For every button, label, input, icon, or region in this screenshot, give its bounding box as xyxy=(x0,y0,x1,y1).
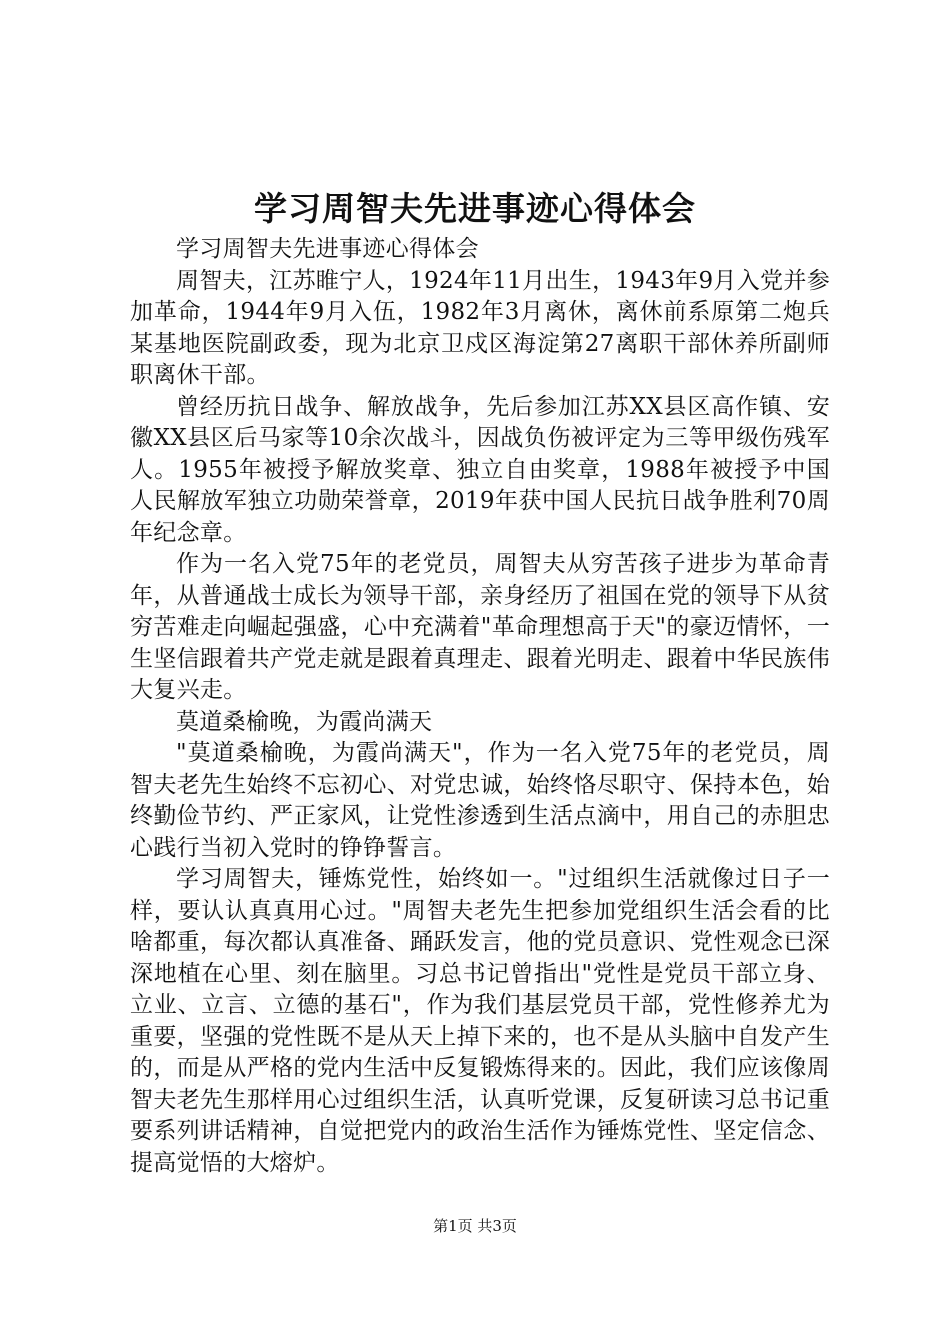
page-number: 第1页 共3页 xyxy=(433,1217,517,1235)
subtitle-paragraph: 学习周智夫先进事迹心得体会 xyxy=(176,236,479,262)
document-title: 学习周智夫先进事迹心得体会 xyxy=(254,189,696,228)
section-heading: 莫道桑榆晚，为霞尚满天 xyxy=(176,708,433,735)
body-paragraph: "莫道桑榆晚，为霞尚满天"，作为一名入党75年的老党员，周智夫老先生始终不忘初心、对党忠诚，始终恪尽职守、保持本色，始终勤俭节约、严正家风，让党性渗透到生活点滴中，用自己的赤胆忠心践行当初入党时的铮铮誓言。 xyxy=(130,740,830,861)
body-paragraph: 学习周智夫，锤炼党性，始终如一。"过组织生活就像过日子一样，要认认真真用心过。"周智夫老先生把参加党组织生活会看的比啥都重，每次都认真准备、踊跃发言，他的党员意识、党性观念已深深地植在心里、刻在脑里。习总书记曾指出"党性是党员干部立身、立业、立言、立德的基石"，作为我们基层党员干部，党性修养尤为重要，坚强的党性既不是从天上掉下来的，也不是从头脑中自发产生的，而是从严格的党内生活中反复锻炼得来的。因此，我们应该像周智夫老先生那样用心过组织生活，认真听党课，反复研读习总书记重要系列讲话精神，自觉把党内的政治生活作为锤炼党性、坚定信念、提高觉悟的大熔炉。 xyxy=(130,866,830,1176)
body-paragraph: 作为一名入党75年的老党员，周智夫从穷苦孩子进步为革命青年，从普通战士成长为领导干部，亲身经历了祖国在党的领导下从贫穷苦难走向崛起强盛，心中充满着"革命理想高于天"的豪迈情怀，一生坚信跟着共产党走就是跟着真理走、跟着光明走、跟着中华民族伟大复兴走。 xyxy=(130,551,830,703)
document-body xyxy=(130,234,830,1179)
body-paragraph: 曾经历抗日战争、解放战争，先后参加江苏XX县区高作镇、安徽XX县区后马家等10余次战斗，因战负伤被评定为三等甲级伤残军人。1955年被授予解放奖章、独立自由奖章，1988年被授予中国人民解放军独立功勋荣誉章，2019年获中国人民抗日战争胜利70周年纪念章。 xyxy=(130,393,830,546)
body-paragraph: 周智夫，江苏睢宁人，1924年11月出生，1943年9月入党并参加革命，1944年9月入伍，1982年3月离休，离休前系原第二炮兵某基地医院副政委，现为北京卫戍区海淀第27离职干部休养所副师职离休干部。 xyxy=(130,267,830,388)
